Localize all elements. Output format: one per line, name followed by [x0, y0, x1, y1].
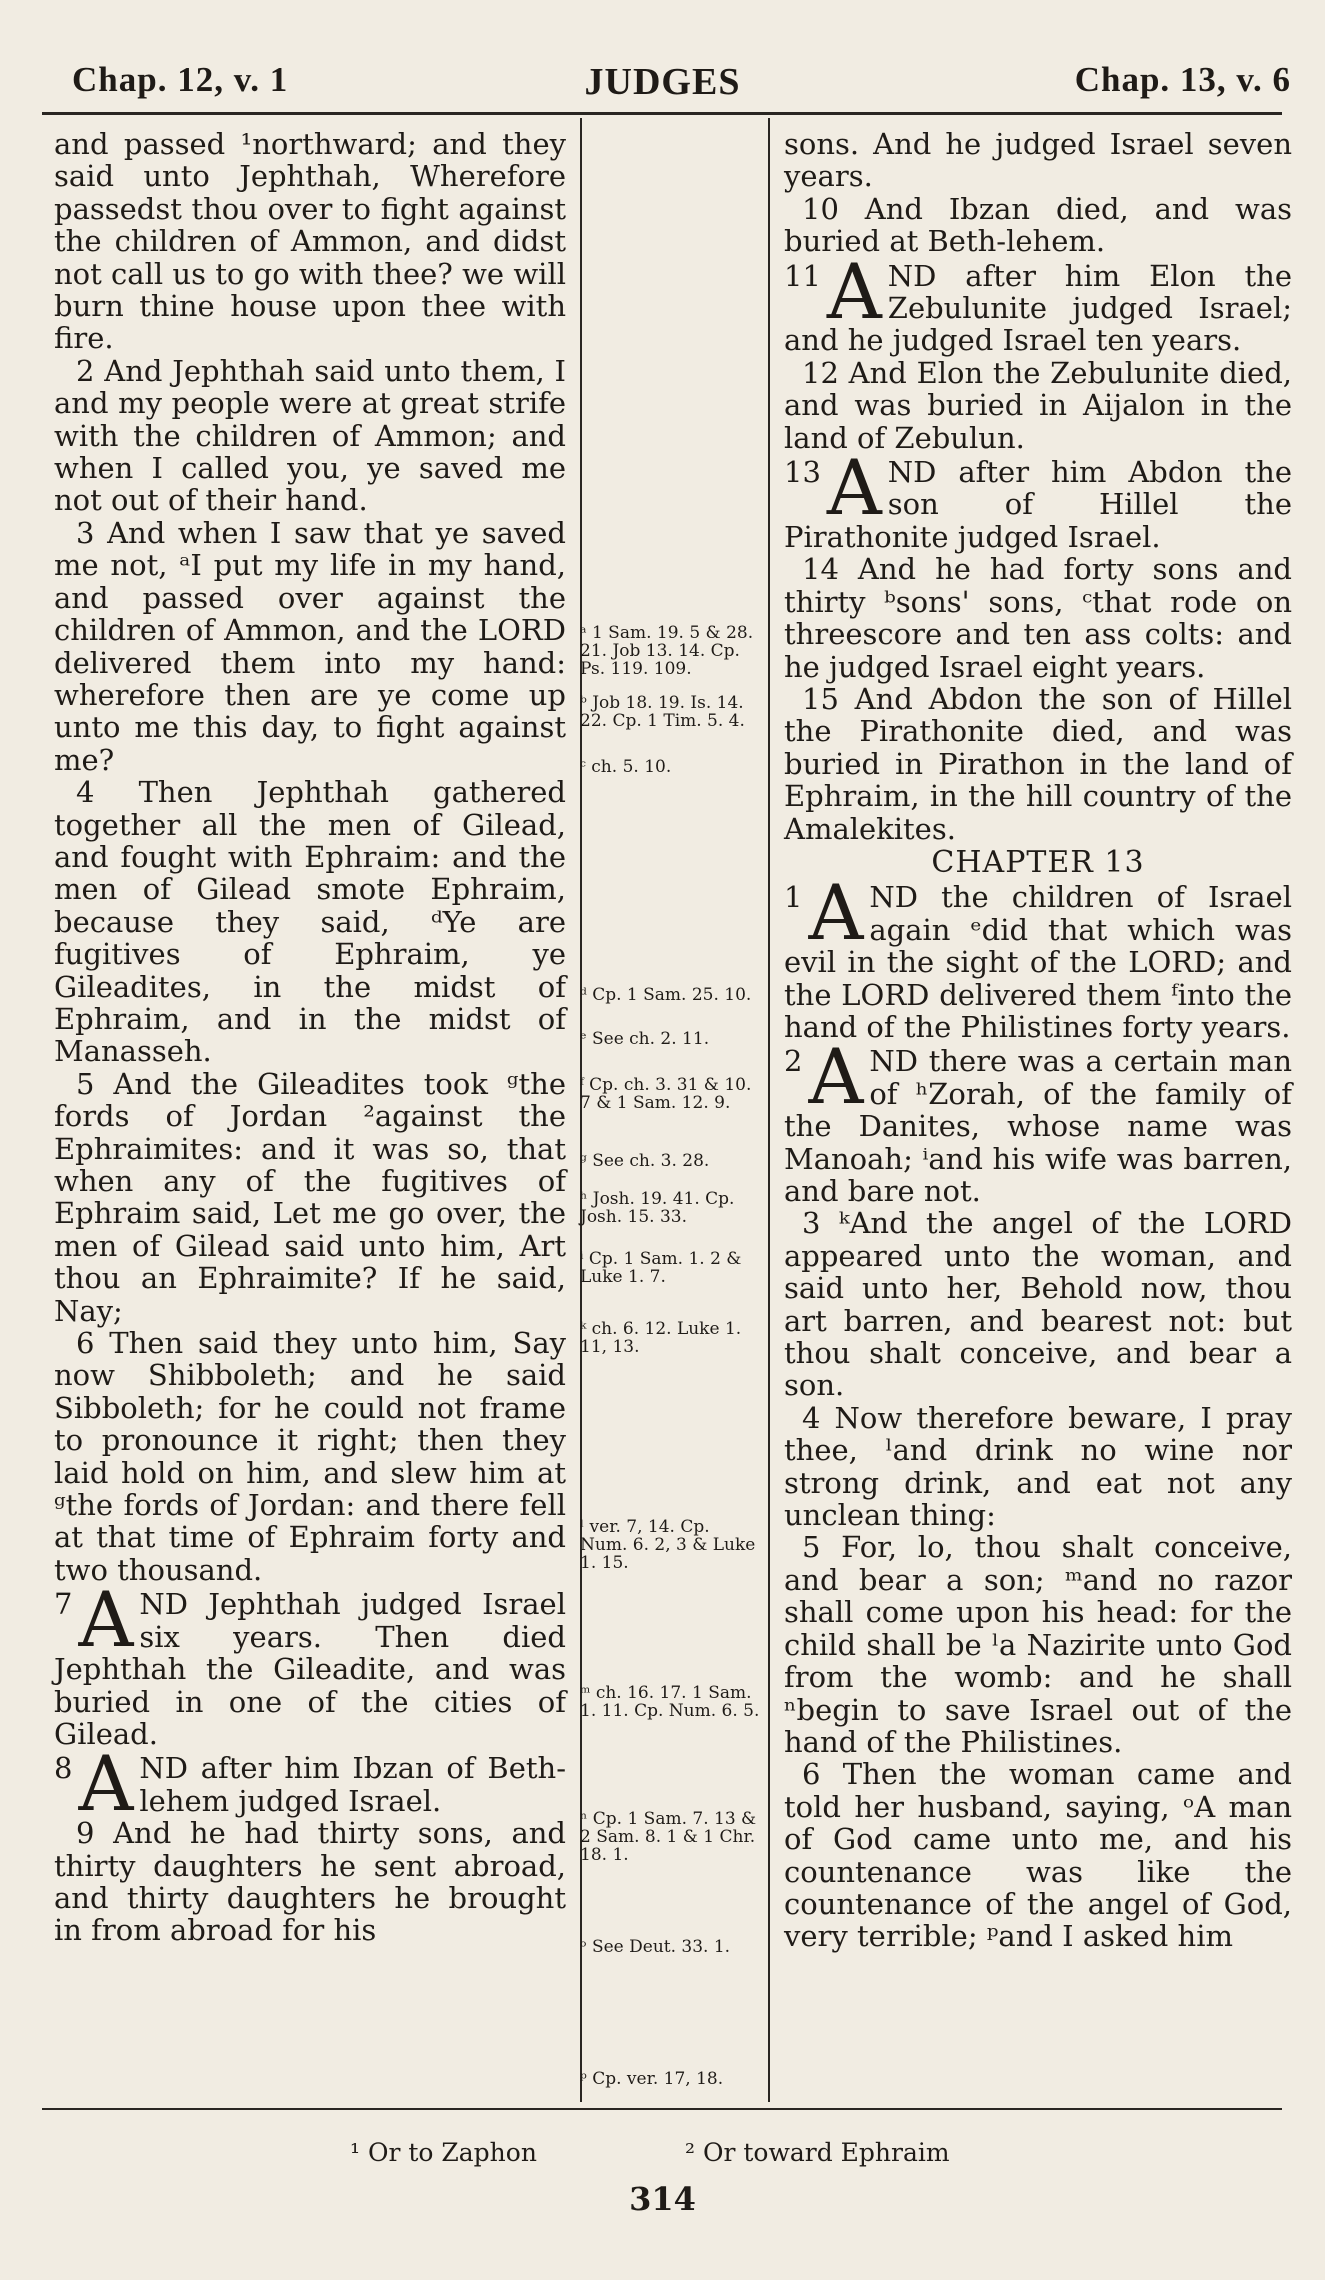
verse-number: 13 [784, 455, 821, 490]
drop-cap: A [78, 1739, 134, 1829]
verse-3: 3 And when I saw that ye saved me not, ᵃI put my life in my hand, and passed over against the children of Ammon, and the LORD delivered them into my hand: wherefore then are ye come up unto me this day, to fight against me? [54, 515, 566, 777]
book-title: JUDGES [584, 61, 741, 103]
verse-12: 12 And Elon the Zebulunite died, and was buried in Aijalon in the land of Zebulun. [784, 355, 1292, 455]
cross-ref-e: ᵉ See ch. 2. 11. [580, 1029, 710, 1049]
verse-15: 15 And Abdon the son of Hillel the Pirathonite died, and was buried in Pirathon in the land of Ephraim, in the hill country of the Amalekites. [784, 681, 1292, 846]
drop-cap: A [826, 246, 882, 336]
cross-ref-h: ʰ Josh. 19. 41. Cp. Josh. 15. 33. [580, 1189, 735, 1227]
cross-ref-d: ᵈ Cp. 1 Sam. 25. 10. [580, 985, 752, 1005]
verse-number: 7 [54, 1587, 73, 1622]
drop-cap: A [78, 1575, 134, 1665]
verse-text: ND the children of Israel again ᵉdid that which was evil in the sight of the LORD; and the LORD delivered them ᶠinto the hand of the Philistines forty years. [784, 880, 1292, 1044]
cross-ref-p: ᵖ Cp. ver. 17, 18. [580, 2069, 724, 2089]
cross-ref-c: ᶜ ch. 5. 10. [580, 757, 672, 777]
verse-5: 5 And the Gileadites took ᵍthe fords of Jordan ²against the Ephraimites: and it was so, that when any of the fugitives of Ephraim said, Let me go over, the men of Gilead said unto him, Art thou an Ephraimite? If he said, Nay; [54, 1066, 566, 1328]
verse-text: ND after him Ibzan of Beth-lehem judged Israel. [139, 1751, 566, 1818]
cross-ref-g: ᵍ See ch. 3. 28. [580, 1151, 710, 1171]
verse-number: 8 [54, 1751, 73, 1786]
cross-ref-l: ˡ ver. 7, 14. Cp. Num. 6. 2, 3 & Luke 1. 15. [580, 1517, 756, 1573]
cross-ref-b: ᵇ Job 18. 19. Is. 14. 22. Cp. 1 Tim. 5. 4. [580, 693, 745, 731]
cross-ref-i: ⁱ Cp. 1 Sam. 1. 2 & Luke 1. 7. [580, 1249, 742, 1287]
drop-cap: A [808, 1032, 864, 1122]
chapter-heading: CHAPTER 13 [931, 844, 1145, 880]
verse-13-2 [784, 1032, 1292, 1208]
cross-ref-n: ⁿ Cp. 1 Sam. 7. 13 & 2 Sam. 8. 1 & 1 Chr. 18. 1. [580, 1809, 757, 1865]
column-divider-right [768, 118, 770, 2102]
verse-13 [784, 443, 1292, 554]
verse-text: ND after him Abdon the son of Hillel the Pirathonite judged Israel. [784, 455, 1292, 554]
verse-13-1 [784, 868, 1292, 1044]
verse-number: 1 [784, 880, 803, 915]
verse-7 [54, 1575, 566, 1751]
verse-text: ND after him Elon the Zebulunite judged Israel; and he judged Israel ten years. [784, 258, 1292, 358]
cross-ref-k: ᵏ ch. 6. 12. Luke 1. 11, 13. [580, 1319, 742, 1357]
verse-8 [54, 1739, 566, 1829]
header-rule [42, 112, 1282, 115]
verse-13-6: 6 Then the woman came and told her husband, saying, ᵒA man of God came unto me, and his countenance was like the countenance of the angel of God, very terrible; ᵖand I asked him [784, 1757, 1292, 1954]
left-text-column [54, 128, 566, 1947]
cross-references [572, 128, 762, 2088]
running-head-right: Chap. 13, v. 6 [1074, 60, 1291, 99]
running-head-left: Chap. 12, v. 1 [72, 60, 289, 99]
verse-text: sons. And he judged Israel seven years. [784, 127, 1292, 194]
verse-number: 2 [784, 1044, 803, 1079]
verse-text: ND there was a certain man of ʰZorah, of the family of the Danites, whose name was Manoah; ⁱand his wife was barren, and bare not. [784, 1044, 1292, 1208]
verse-13-3: 3 ᵏAnd the angel of the LORD appeared unto the woman, and said unto her, Behold now, thou art barren, and bearest not: but thou shalt conceive, and bear a son. [784, 1206, 1292, 1403]
cross-ref-f: ᶠ Cp. ch. 3. 31 & 10. 7 & 1 Sam. 12. 9. [580, 1075, 752, 1113]
verse-number: 11 [784, 258, 821, 293]
cross-ref-m: ᵐ ch. 16. 17. 1 Sam. 1. 11. Cp. Num. 6. 5. [580, 1683, 760, 1721]
page-number: 314 [629, 2180, 696, 2218]
verse-9: 9 And he had thirty sons, and thirty daughters he sent abroad, and thirty daughters he brought in from abroad for his [54, 1816, 566, 1948]
verse-2: 2 And Jephthah said unto them, I and my people were at great strife with the children of Ammon; and when I called you, ye saved me not out of their hand. [54, 353, 566, 518]
verse-text: and passed ¹northward; and they said unto Jephthah, Wherefore passedst thou over to fight against the children of Ammon, and didst not call us to go with thee? we will burn thine house upon thee with fire. [54, 127, 566, 356]
verse-13-4: 4 Now therefore beware, I pray thee, ˡand drink no wine nor strong drink, and eat not any unclean thing: [784, 1400, 1292, 1533]
drop-cap: A [808, 868, 864, 958]
cross-ref-o: ᵒ See Deut. 33. 1. [580, 1937, 731, 1957]
verse-11 [784, 246, 1292, 358]
verse-14: 14 And he had forty sons and thirty ᵇsons' sons, ᶜthat rode on threescore and ten ass colts: and he judged Israel eight years. [784, 552, 1292, 684]
verse-text: ND Jephthah judged Israel six years. Then died Jephthah the Gileadite, and was buried in one of the cities of Gilead. [54, 1587, 566, 1751]
verse-13-5: 5 For, lo, thou shalt conceive, and bear a son; ᵐand no razor shall come upon his head: for the child shall be ˡa Nazirite unto God from the womb: and he shall ⁿbegin to save Israel out of the hand of the Philistines. [784, 1530, 1292, 1759]
footer-rule [42, 2108, 1282, 2110]
verse-6: 6 Then said they unto him, Say now Shibboleth; and he said Sibboleth; for he could not frame to pronounce it right; then they laid hold on him, and slew him at ᵍthe fords of Jordan: and there fell at that time of Ephraim forty and two thousand. [54, 1326, 566, 1587]
right-text-column [784, 128, 1292, 1953]
cross-ref-a: ᵃ 1 Sam. 19. 5 & 28. 21. Job 13. 14. Cp. Ps. 119. 109. [580, 623, 754, 679]
drop-cap: A [826, 443, 882, 533]
footnote-2: ² Or toward Ephraim [685, 2138, 950, 2167]
footnote-1: ¹ Or to Zaphon [350, 2138, 537, 2167]
verse-4: 4 Then Jephthah gathered together all the men of Gilead, and fought with Ephraim: and the men of Gilead smote Ephraim, because they said, ᵈYe are fugitives of Ephraim, ye Gileadites, in the midst of Ephraim, and in the midst of Manasseh. [54, 775, 566, 1069]
verse-10: 10 And Ibzan died, and was buried at Beth-lehem. [784, 191, 1292, 259]
